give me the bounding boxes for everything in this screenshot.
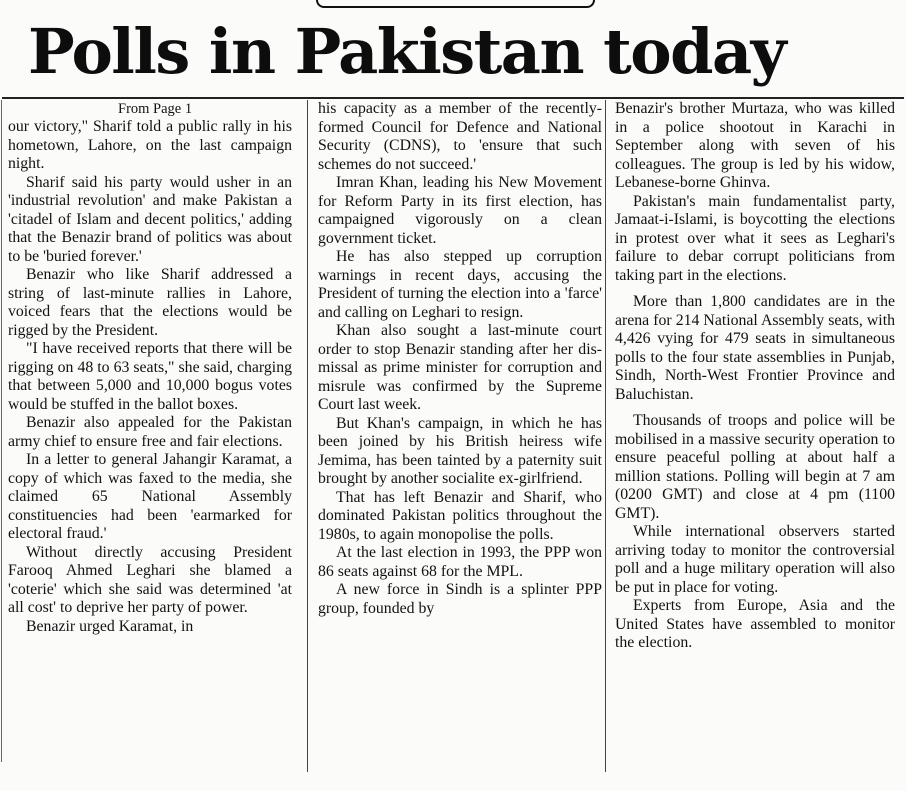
paragraph: Benazir who like Sharif addressed a string of last-minute rallies in Lahore, voiced fears that the elections would be rigged by the President. — [8, 266, 292, 339]
left-margin-rule — [1, 100, 2, 762]
paragraph: He has also stepped up corruption warnings in recent days, accusing the President of turning the election into a 'farce' and calling on Leghari to resign. — [318, 248, 602, 321]
article-column-3 — [615, 100, 895, 653]
paragraph: At the last election in 1993, the PPP won 86 seats against 68 for the MPL. — [318, 544, 602, 580]
paragraph-gap — [615, 285, 895, 293]
paragraph: A new force in Sindh is a splinter PPP group, founded by — [318, 581, 602, 617]
paragraph: his capacity as a member of the recently-formed Council for Defence and National Security (CDNS), to 'ensure that such schemes do not succeed.' — [318, 100, 602, 173]
paragraph: In a letter to general Jahangir Karamat, a copy of which was faxed to the media, she claimed 65 National Assembly constituencies had been 'earmarked for electoral fraud.' — [8, 451, 292, 542]
column-rule-1 — [307, 100, 308, 772]
paragraph: "I have received reports that there will be rigging on 48 to 63 seats," she said, charging that between 5,000 and 10,000 bogus votes would be stuffed in the ballot boxes. — [8, 340, 292, 413]
paragraph: But Khan's campaign, in which he has been joined by his British heiress wife Jemima, has been tainted by a paternity suit brought by another socialite ex-girlfriend. — [318, 414, 602, 487]
paragraph: our victory," Sharif told a public rally in his hometown, Lahore, on the last campaign night. — [8, 118, 292, 172]
paragraph: Pakistan's main fundamentalist party, Jamaat-i-Islami, is boycotting the elections in protest over what it sees as Leghari's failure to debar corrupt politicians from taking part in the elections. — [615, 192, 895, 284]
paragraph: Without directly accusing President Farooq Ahmed Leghari she blamed a 'coterie' which she said was determined 'at all cost' to deprive her party of power. — [8, 543, 292, 616]
paragraph: Thousands of troops and police will be mobilised in a massive security operation to ensure peaceful polling at about half a million stations. Polling will begin at 7 am (0200 GMT) and close at 4 pm (1100 GMT). — [615, 412, 895, 522]
paragraph: While international observers started arriving today to monitor the controversial poll and a huge military operation will also be put in place for voting. — [615, 523, 895, 596]
paragraph: Benazir's brother Murtaza, who was killed in a police shootout in Karachi in September along with seven of his colleagues. The group is led by his widow, Lebanese-borne Ghinva. — [615, 100, 895, 191]
article-column-1 — [8, 100, 292, 636]
paragraph: Imran Khan, leading his New Movement for Reform Party in its first election, has campaigned vigorously on a clean government ticket. — [318, 174, 602, 247]
paragraph-gap — [615, 404, 895, 412]
headline: Polls in Pakistan today — [28, 15, 786, 88]
headline-rule — [2, 97, 904, 99]
paragraph: That has left Benazir and Sharif, who dominated Pakistan politics throughout the 1980s, to again monopolise the polls. — [318, 488, 602, 543]
paragraph: Sharif said his party would usher in an 'industrial revolution' and make Pakistan a 'citadel of Islam and decent politics,' adding that the Benazir brand of politics was about to be 'buried forever.' — [8, 173, 292, 265]
article-column-2 — [318, 100, 602, 618]
paragraph: Khan also sought a last-minute court order to stop Benazir standing after her dismissal as prime minister for corruption and misrule was confirmed by the Supreme Court last week. — [318, 322, 602, 413]
paragraph: More than 1,800 candidates are in the arena for 214 National Assembly seats, with 4,426 vying for 479 seats in simultaneous polls to the four state assemblies in Punjab, Sindh, North-West Frontier Province and Baluchistan. — [615, 293, 895, 403]
paragraph: Benazir also appealed for the Pakistan army chief to ensure free and fair elections. — [8, 414, 292, 450]
column-rule-2 — [605, 100, 606, 772]
paragraph: Benazir urged Karamat, in — [26, 617, 194, 635]
paragraph: Experts from Europe, Asia and the United States have assembled to monitor the election. — [615, 597, 895, 651]
jump-line: From Page 1 — [118, 101, 193, 117]
